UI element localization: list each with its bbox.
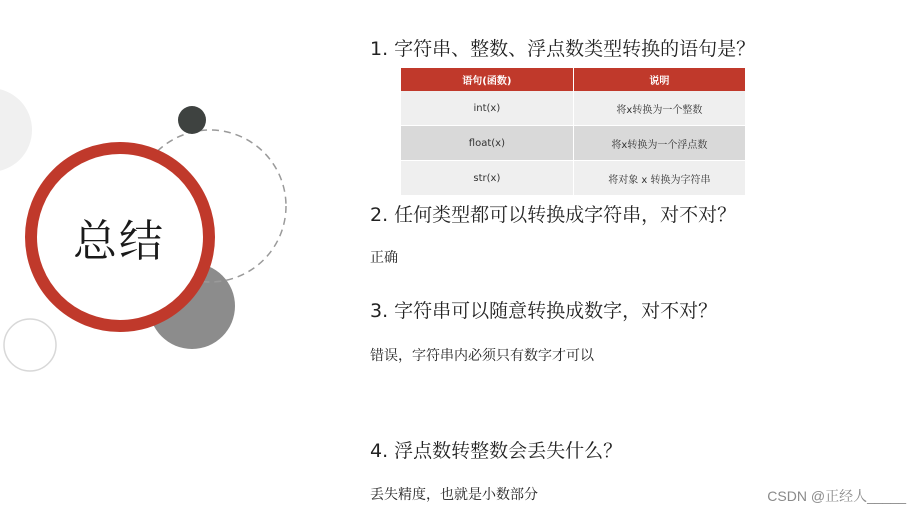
table-row (401, 126, 746, 161)
table-cell: int(x) (401, 91, 573, 126)
table-cell: 将x转换为一个浮点数 (573, 126, 745, 161)
table-cell: 将对象 x 转换为字符串 (573, 161, 745, 196)
table-header-statement: 语句(函数) (401, 68, 573, 91)
answer-2: 正确 (370, 250, 398, 266)
table-row (401, 161, 746, 196)
table-cell: float(x) (401, 126, 573, 161)
conversion-table (401, 68, 746, 196)
answer-4: 丢失精度，也就是小数部分 (370, 487, 538, 503)
dark-dot (178, 106, 206, 134)
watermark: CSDN @正经人_____ (767, 488, 906, 504)
table-cell: 将x转换为一个整数 (573, 91, 745, 126)
summary-title: 总结 (73, 216, 165, 267)
table-row (401, 91, 746, 126)
question-1: 1. 字符串、整数、浮点数类型转换的语句是？ (370, 38, 756, 60)
table-header-description: 说明 (573, 68, 745, 91)
question-2: 2. 任何类型都可以转换成字符串，对不对？ (370, 204, 737, 226)
question-3: 3. 字符串可以随意转换成数字，对不对？ (370, 300, 718, 322)
outline-circle (4, 319, 56, 371)
light-grey-circle (0, 88, 32, 172)
answer-3: 错误，字符串内必须只有数字才可以 (370, 348, 594, 364)
table-cell: str(x) (401, 161, 573, 196)
question-4: 4. 浮点数转整数会丢失什么？ (370, 440, 623, 462)
